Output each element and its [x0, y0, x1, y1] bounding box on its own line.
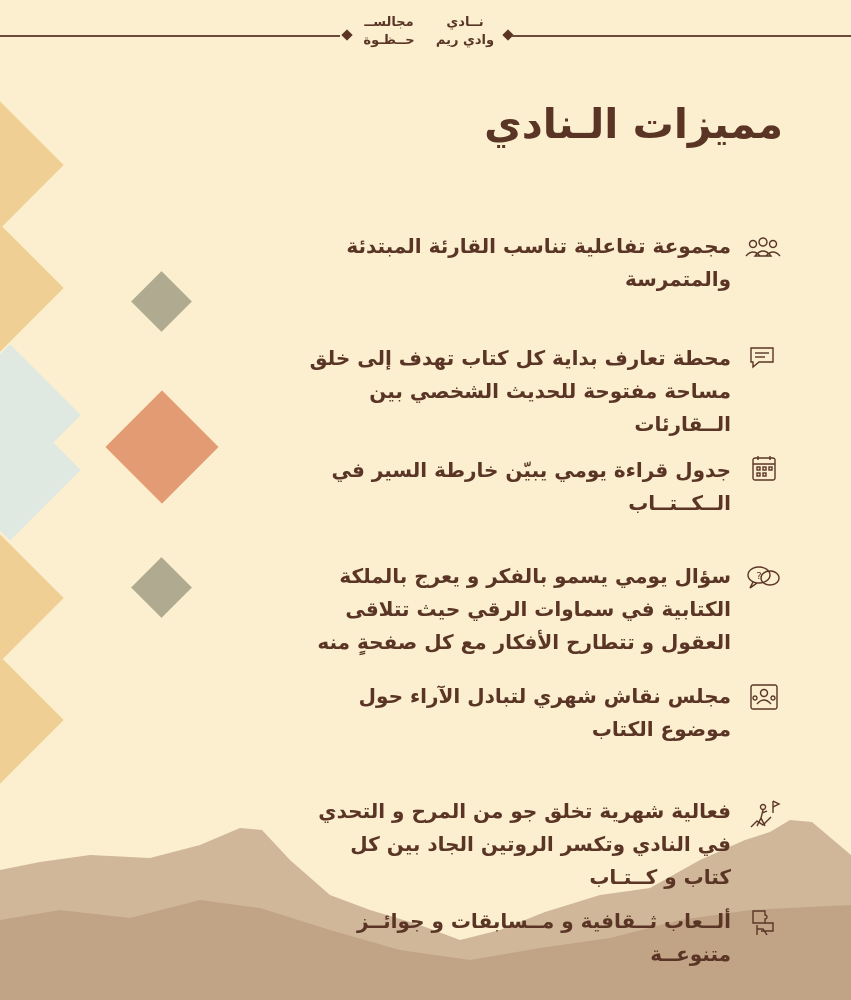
- group-icon: [743, 232, 783, 262]
- meeting-icon: [743, 682, 783, 712]
- olive-diamond: [131, 271, 192, 332]
- sand-diamond: [0, 527, 64, 668]
- terracotta-diamond: [105, 390, 218, 503]
- page-title: مميزات الـنادي: [484, 100, 783, 148]
- sand-diamond: [0, 217, 64, 358]
- sand-diamond: [0, 649, 64, 790]
- header-divider-dot-left: [341, 29, 352, 40]
- feature-text: فعالية شهرية تخلق جو من المرح و التحدي في النادي وتكسر الروتين الجاد بين كل كتاب و كــتـاب: [318, 799, 731, 889]
- puzzle-hand-icon: [743, 907, 783, 937]
- feature-text: سؤال يومي يسمو بالفكر و يعرج بالملكة الكتابية في سماوات الرقي حيث تتلاقى العقول و تتطارح الأفكار مع كل صفحةٍ منه: [317, 564, 731, 654]
- sand-diamond: [0, 94, 64, 235]
- feature-text: ألــعاب ثــقافية و مــسابقات و جوائــز متنوعــة: [357, 909, 731, 966]
- logo-majalis: مجالســ حــظـوة: [363, 15, 415, 48]
- climber-flag-icon: [743, 799, 783, 829]
- olive-diamond: [131, 557, 192, 618]
- header-divider-right: [512, 35, 851, 37]
- feature-text: محطة تعارف بداية كل كتاب تهدف إلى خلق مساحة مفتوحة للحديث الشخصي بين الــقارئات: [309, 346, 731, 436]
- svg-text:?: ?: [756, 571, 762, 582]
- calendar-icon: [743, 454, 783, 484]
- question-bubbles-icon: [743, 562, 783, 592]
- feature-text: مجموعة تفاعلية تناسب القارئة المبتدئة والمتمرسة: [346, 234, 731, 291]
- club-logo: [356, 12, 498, 56]
- logo-nadi: نــادي وادي ريم: [435, 15, 495, 48]
- feature-text: مجلس نقاش شهري لتبادل الآراء حول موضوع الكتاب: [358, 684, 731, 741]
- header-divider-left: [0, 35, 340, 37]
- feature-text: جدول قراءة يومي يبيّن خارطة السير في الــكــتــاب: [331, 458, 731, 515]
- chat-icon: [743, 344, 783, 374]
